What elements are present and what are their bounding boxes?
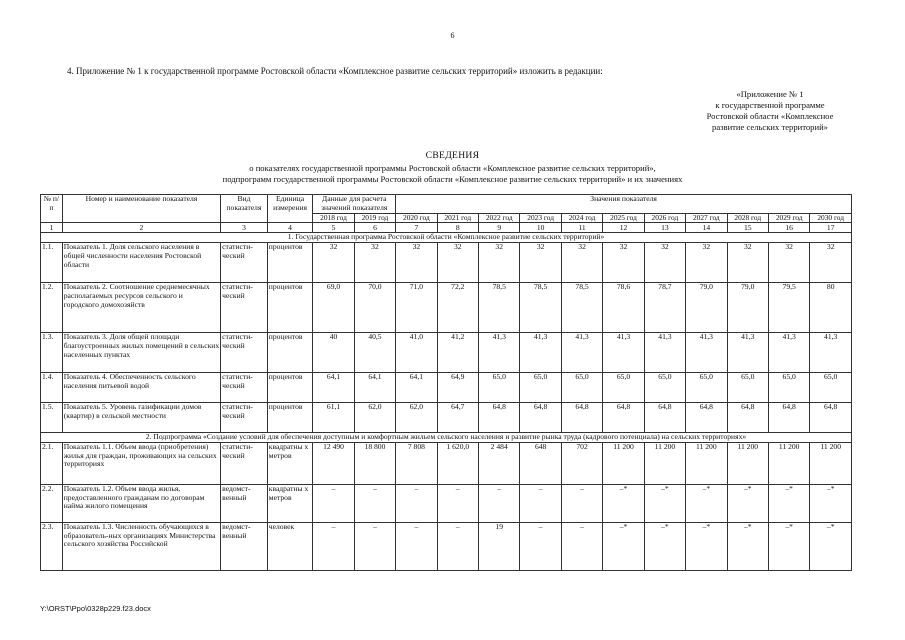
value-cell: 11 200 [768, 442, 809, 484]
indicator-type: ведомст-венный [221, 484, 268, 522]
value-cell: –* [644, 484, 685, 522]
indicator-unit: процентов [267, 402, 313, 432]
value-cell: 64,8 [561, 402, 602, 432]
value-cell: 65,0 [520, 372, 561, 402]
value-cell: 69,0 [313, 282, 354, 332]
table-row [41, 484, 852, 522]
appendix-line: к государственной программе [715, 100, 825, 110]
column-number-cell: 16 [768, 222, 809, 232]
indicator-type: статисти-ческий [221, 332, 268, 372]
value-cell: 11 200 [644, 442, 685, 484]
value-cell: –* [603, 484, 644, 522]
value-cell: –* [644, 522, 685, 570]
column-number-cell: 1 [41, 222, 63, 232]
value-cell: 41,3 [727, 332, 768, 372]
intro-paragraph: 4. Приложение № 1 к государственной программе Ростовской области «Комплексное развитие сельских территорий» изложить в редакции: [67, 66, 603, 76]
value-cell: –* [603, 522, 644, 570]
value-cell: – [354, 484, 395, 522]
indicator-unit: процентов [267, 242, 313, 282]
indicators-table [40, 194, 852, 571]
value-cell: 78,5 [479, 282, 520, 332]
file-path-footer: Y:\ORST\Ppo\0328p229.f23.docx [40, 604, 151, 613]
value-cell: 64,8 [644, 402, 685, 432]
table-row [41, 402, 852, 432]
value-cell: 65,0 [686, 372, 727, 402]
value-cell: –* [810, 484, 852, 522]
document-title: СВЕДЕНИЯ [425, 150, 480, 161]
value-cell: 41,3 [768, 332, 809, 372]
appendix-line: развитие сельских территорий» [712, 122, 828, 132]
header-unit: Единица измерения [267, 195, 313, 223]
year-cell: 2024 год [561, 213, 602, 222]
table-row [41, 242, 852, 282]
indicator-name: Показатель 1.1. Объем ввода (приобретения) жилья для граждан, проживающих на сельских территориях [62, 442, 220, 484]
value-cell: 41,3 [810, 332, 852, 372]
value-cell: 32 [603, 242, 644, 282]
value-cell: 41,3 [561, 332, 602, 372]
column-number-cell: 9 [479, 222, 520, 232]
value-cell: –* [727, 522, 768, 570]
value-cell: 11 200 [810, 442, 852, 484]
value-cell: 65,0 [603, 372, 644, 402]
value-cell: 41,3 [520, 332, 561, 372]
value-cell: 32 [686, 242, 727, 282]
value-cell: 61,1 [313, 402, 354, 432]
value-cell: 32 [768, 242, 809, 282]
value-cell: 65,0 [644, 372, 685, 402]
value-cell: 64,1 [354, 372, 395, 402]
indicator-unit: процентов [267, 282, 313, 332]
value-cell: 11 200 [727, 442, 768, 484]
year-cell: 2019 год [354, 213, 395, 222]
year-cell: 2026 год [644, 213, 685, 222]
value-cell: 70,0 [354, 282, 395, 332]
column-number-cell: 17 [810, 222, 852, 232]
indicator-unit: квадратны х метров [267, 484, 313, 522]
value-cell: 65,0 [810, 372, 852, 402]
column-number-cell: 12 [603, 222, 644, 232]
year-cell: 2027 год [686, 213, 727, 222]
value-cell: –* [686, 522, 727, 570]
subtitle-line: о показателях государственной программы Ростовской области «Комплексное развитие сельских территорий», [249, 163, 656, 173]
value-cell: 79,5 [768, 282, 809, 332]
value-cell: 62,0 [396, 402, 437, 432]
table-row [41, 372, 852, 402]
column-number-cell: 11 [561, 222, 602, 232]
year-cell: 2023 год [520, 213, 561, 222]
row-number: 1.5. [41, 402, 63, 432]
table-row [41, 332, 852, 372]
value-cell: 32 [313, 242, 354, 282]
value-cell: 702 [561, 442, 602, 484]
value-cell: 41,3 [644, 332, 685, 372]
indicator-type: статисти-ческий [221, 282, 268, 332]
value-cell: 12 490 [313, 442, 354, 484]
value-cell: 40,5 [354, 332, 395, 372]
year-cell: 2029 год [768, 213, 809, 222]
year-cell: 2025 год [603, 213, 644, 222]
year-cell: 2018 год [313, 213, 354, 222]
value-cell: 32 [644, 242, 685, 282]
column-number-cell: 2 [62, 222, 220, 232]
value-cell: –* [727, 484, 768, 522]
indicator-type: статисти-ческий [221, 372, 268, 402]
value-cell: 648 [520, 442, 561, 484]
value-cell: 32 [520, 242, 561, 282]
value-cell: 65,0 [768, 372, 809, 402]
value-cell: – [520, 484, 561, 522]
section-row [41, 432, 852, 442]
value-cell: 41,3 [479, 332, 520, 372]
value-cell: 64,8 [768, 402, 809, 432]
value-cell: 64,8 [520, 402, 561, 432]
value-cell: 32 [561, 242, 602, 282]
header-values: Значения показателя [396, 195, 852, 214]
value-cell: 32 [354, 242, 395, 282]
indicator-unit: человек [267, 522, 313, 570]
appendix-line: Ростовской области «Комплексное [706, 111, 834, 121]
value-cell: 32 [727, 242, 768, 282]
column-number-cell: 5 [313, 222, 354, 232]
indicator-type: статисти-ческий [221, 242, 268, 282]
column-number-row [41, 222, 852, 232]
indicator-unit: процентов [267, 332, 313, 372]
year-cell: 2020 год [396, 213, 437, 222]
row-number: 1.3. [41, 332, 63, 372]
value-cell: 65,0 [479, 372, 520, 402]
header-base-data: Данные для расчета значений показателя [313, 195, 396, 214]
column-number-cell: 6 [354, 222, 395, 232]
document-subtitle [0, 163, 905, 185]
value-cell: 64,8 [727, 402, 768, 432]
value-cell: 62,0 [354, 402, 395, 432]
table-row [41, 282, 852, 332]
indicator-name: Показатель 5. Уровень газификации домов (квартир) в сельской местности [62, 402, 220, 432]
table-header-row [41, 195, 852, 214]
header-type: Вид показателя [221, 195, 268, 223]
column-number-cell: 4 [267, 222, 313, 232]
indicator-name: Показатель 4. Обеспеченность сельского населения питьевой водой [62, 372, 220, 402]
value-cell: – [396, 522, 437, 570]
section-title: 1. Государственная программа Ростовской области «Комплексное развитие сельских территорий» [41, 232, 852, 242]
indicator-type: ведомст-венный [221, 522, 268, 570]
value-cell: 64,9 [437, 372, 478, 402]
value-cell: 11 200 [603, 442, 644, 484]
value-cell: 18 800 [354, 442, 395, 484]
year-cell: 2021 год [437, 213, 478, 222]
column-number-cell: 8 [437, 222, 478, 232]
page-number: 6 [450, 31, 455, 40]
value-cell: 72,2 [437, 282, 478, 332]
value-cell: –* [810, 522, 852, 570]
value-cell: 32 [437, 242, 478, 282]
value-cell: 11 200 [686, 442, 727, 484]
column-number-cell: 10 [520, 222, 561, 232]
row-number: 1.4. [41, 372, 63, 402]
value-cell: 80 [810, 282, 852, 332]
value-cell: – [437, 484, 478, 522]
value-cell: 65,0 [561, 372, 602, 402]
value-cell: 40 [313, 332, 354, 372]
value-cell: – [561, 484, 602, 522]
indicator-name: Показатель 2. Соотношение среднемесячных располагаемых ресурсов сельского и городского домохозяйств [62, 282, 220, 332]
value-cell: –* [686, 484, 727, 522]
value-cell: – [396, 484, 437, 522]
value-cell: 65,0 [727, 372, 768, 402]
value-cell: 19 [479, 522, 520, 570]
indicator-name: Показатель 1. Доля сельского населения в общей численности населения Ростовской области [62, 242, 220, 282]
indicator-unit: процентов [267, 372, 313, 402]
value-cell: 79,0 [727, 282, 768, 332]
section-row [41, 232, 852, 242]
indicator-type: статисти-ческий [221, 402, 268, 432]
value-cell: 78,6 [603, 282, 644, 332]
indicator-type: статисти-ческий [221, 442, 268, 484]
column-number-cell: 7 [396, 222, 437, 232]
indicator-name: Показатель 1.2. Объем ввода жилья, предоставленного гражданам по договорам найма жилого помещения [62, 484, 220, 522]
value-cell: – [520, 522, 561, 570]
year-cell: 2022 год [479, 213, 520, 222]
value-cell: 64,8 [479, 402, 520, 432]
appendix-line: «Приложение № 1 [736, 89, 804, 99]
row-number: 1.1. [41, 242, 63, 282]
column-number-cell: 14 [686, 222, 727, 232]
value-cell: 64,1 [396, 372, 437, 402]
header-num: № п/п [41, 195, 63, 223]
value-cell: 64,8 [603, 402, 644, 432]
value-cell: 78,5 [520, 282, 561, 332]
indicator-name: Показатель 3. Доля общей площади благоустроенных жилых помещений в сельских населенных пунктах [62, 332, 220, 372]
value-cell: –* [768, 484, 809, 522]
section-title: 2. Подпрограмма «Создание условий для обеспечения доступным и комфортным жильем сельского населения и развитие рынка труда (кадрового потенциала) на сельских территориях» [41, 432, 852, 442]
column-number-cell: 3 [221, 222, 268, 232]
value-cell: – [354, 522, 395, 570]
row-number: 2.2. [41, 484, 63, 522]
value-cell: 64,1 [313, 372, 354, 402]
table-row [41, 522, 852, 570]
row-number: 2.1. [41, 442, 63, 484]
value-cell: 64,8 [810, 402, 852, 432]
value-cell: – [437, 522, 478, 570]
value-cell: 64,7 [437, 402, 478, 432]
value-cell: – [479, 484, 520, 522]
value-cell: 41,2 [437, 332, 478, 372]
value-cell: 32 [479, 242, 520, 282]
column-number-cell: 13 [644, 222, 685, 232]
row-number: 1.2. [41, 282, 63, 332]
value-cell: –* [768, 522, 809, 570]
appendix-header [685, 89, 855, 133]
value-cell: 32 [396, 242, 437, 282]
value-cell: 7 808 [396, 442, 437, 484]
value-cell: 64,8 [686, 402, 727, 432]
value-cell: 41,3 [686, 332, 727, 372]
value-cell: – [313, 522, 354, 570]
value-cell: – [561, 522, 602, 570]
value-cell: – [313, 484, 354, 522]
table-row [41, 442, 852, 484]
value-cell: 41,3 [603, 332, 644, 372]
value-cell: 78,5 [561, 282, 602, 332]
indicator-unit: квадратны х метров [267, 442, 313, 484]
year-cell: 2028 год [727, 213, 768, 222]
value-cell: 78,7 [644, 282, 685, 332]
value-cell: 71,0 [396, 282, 437, 332]
value-cell: 32 [810, 242, 852, 282]
header-name: Номер и наименование показателя [62, 195, 220, 223]
value-cell: 1 620,0 [437, 442, 478, 484]
value-cell: 41,0 [396, 332, 437, 372]
value-cell: 79,0 [686, 282, 727, 332]
value-cell: 2 484 [479, 442, 520, 484]
row-number: 2.3. [41, 522, 63, 570]
column-number-cell: 15 [727, 222, 768, 232]
indicator-name: Показатель 1.3. Численность обучающихся в образователь-ных организациях Министерства сельского хозяйства Российской [62, 522, 220, 570]
year-cell: 2030 год [810, 213, 852, 222]
subtitle-line: подпрограмм государственной программы Ростовской области «Комплексное развитие сельских территорий» и их значениях [222, 174, 683, 184]
